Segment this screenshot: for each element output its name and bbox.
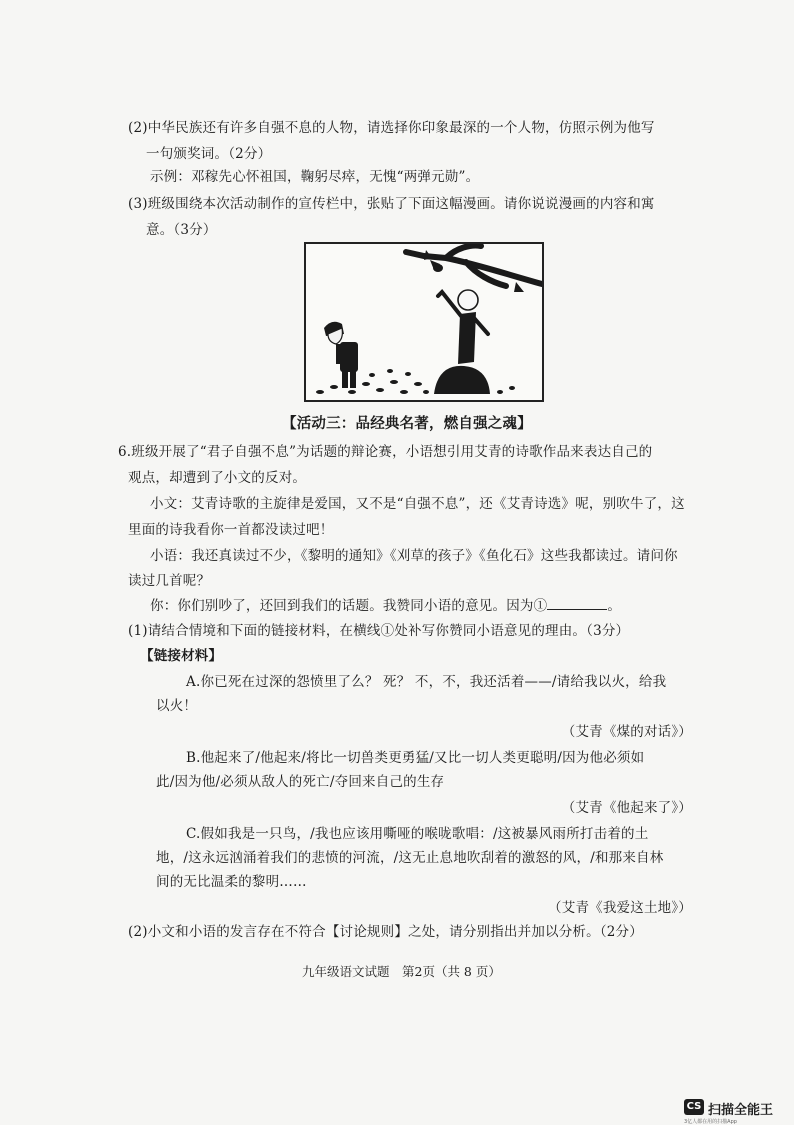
cartoon-illustration	[304, 242, 544, 402]
cartoon-drawing	[306, 244, 542, 400]
q5-3-line1: (3)班级围绕本次活动制作的宣传栏中，张贴了下面这幅漫画。请你说说漫画的内容和寓	[128, 196, 655, 212]
material-c-line2: 地，/这永远汹涌着我们的悲愤的河流，/这无止息地吹刮着的激怒的风，/和那来自林	[156, 850, 664, 866]
material-c-line1: C.假如我是一只鸟，/我也应该用嘶哑的喉咙歌唱：/这被暴风雨所打击着的土	[186, 826, 649, 842]
xiaowen-line1: 小文：艾青诗歌的主旋律是爱国，又不是“自强不息”，还《艾青诗选》呢，别吹牛了，这	[150, 496, 685, 512]
material-a-source: （艾青《煤的对话》）	[561, 724, 692, 740]
material-c-line3: 间的无比温柔的黎明……	[156, 874, 307, 890]
material-b-line1: B.他起来了/他起来/将比一切兽类更勇猛/又比一切人类更聪明/因为他必须如	[186, 750, 645, 766]
q5-3-line2: 意。（3分）	[146, 222, 217, 238]
material-a-line2: 以火！	[156, 698, 198, 714]
link-material-title: 【链接材料】	[140, 648, 223, 664]
q6-line1: 6.班级开展了“君子自强不息”为话题的辩论赛，小语想引用艾青的诗歌作品来表达自己的	[118, 444, 653, 460]
q6-line2: 观点，却遭到了小文的反对。	[128, 470, 307, 486]
material-a-line1: A.你已死在过深的怨愤里了么？ 死？ 不，不，我还活着——/请给我以火，给我	[186, 674, 667, 690]
q5-2-line1: (2)中华民族还有许多自强不息的人物，请选择你印象最深的一个人物，仿照示例为他写	[128, 120, 655, 136]
camscanner-logo: CS	[684, 1099, 704, 1115]
camscanner-tagline: 3亿人都在用的扫描App	[684, 1119, 737, 1125]
activity-3-title: 【活动三：品经典名著，燃自强之魂】	[282, 415, 532, 432]
ni-statement	[150, 594, 621, 614]
q5-2-example: 示例：邓稼先心怀祖国，鞠躬尽瘁，无愧“两弹元勋”。	[150, 169, 480, 185]
xiaowen-line2: 里面的诗我看你一首都没读过吧！	[128, 522, 334, 538]
xiaoyu-line1: 小语：我还真读过不少，《黎明的通知》《刈草的孩子》《鱼化石》这些我都读过。请问你	[150, 548, 678, 564]
answer-blank-1[interactable]	[547, 595, 607, 610]
discouraged-figure	[324, 322, 358, 388]
q5-2-line2: 一句颁奖词。（2分）	[146, 146, 272, 162]
page-footer: 九年级语文试题 第2页（共 8 页）	[302, 964, 501, 979]
material-b-source: （艾青《他起来了》）	[561, 800, 692, 816]
camscanner-brand: 扫描全能王	[708, 1103, 774, 1118]
stone	[434, 366, 490, 394]
material-c-source: （艾青《我爱这土地》）	[548, 900, 692, 916]
fruit	[433, 264, 443, 272]
reaching-figure	[438, 290, 488, 364]
q6-sub1: (1)请结合情境和下面的链接材料，在横线①处补写你赞同小语意见的理由。（3分）	[128, 623, 630, 639]
ni-statement-end: 。	[607, 598, 622, 614]
q6-sub2: (2)小文和小语的发言存在不符合【讨论规则】之处，请分别指出并加以分析。（2分）	[128, 924, 643, 940]
material-b-line2: 此/因为他/必须从敌人的死亡/夺回来自己的生存	[156, 774, 445, 790]
xiaoyu-line2: 读过几首呢？	[128, 573, 211, 589]
ni-statement-text: 你：你们别吵了，还回到我们的话题。我赞同小语的意见。因为①	[150, 598, 548, 614]
